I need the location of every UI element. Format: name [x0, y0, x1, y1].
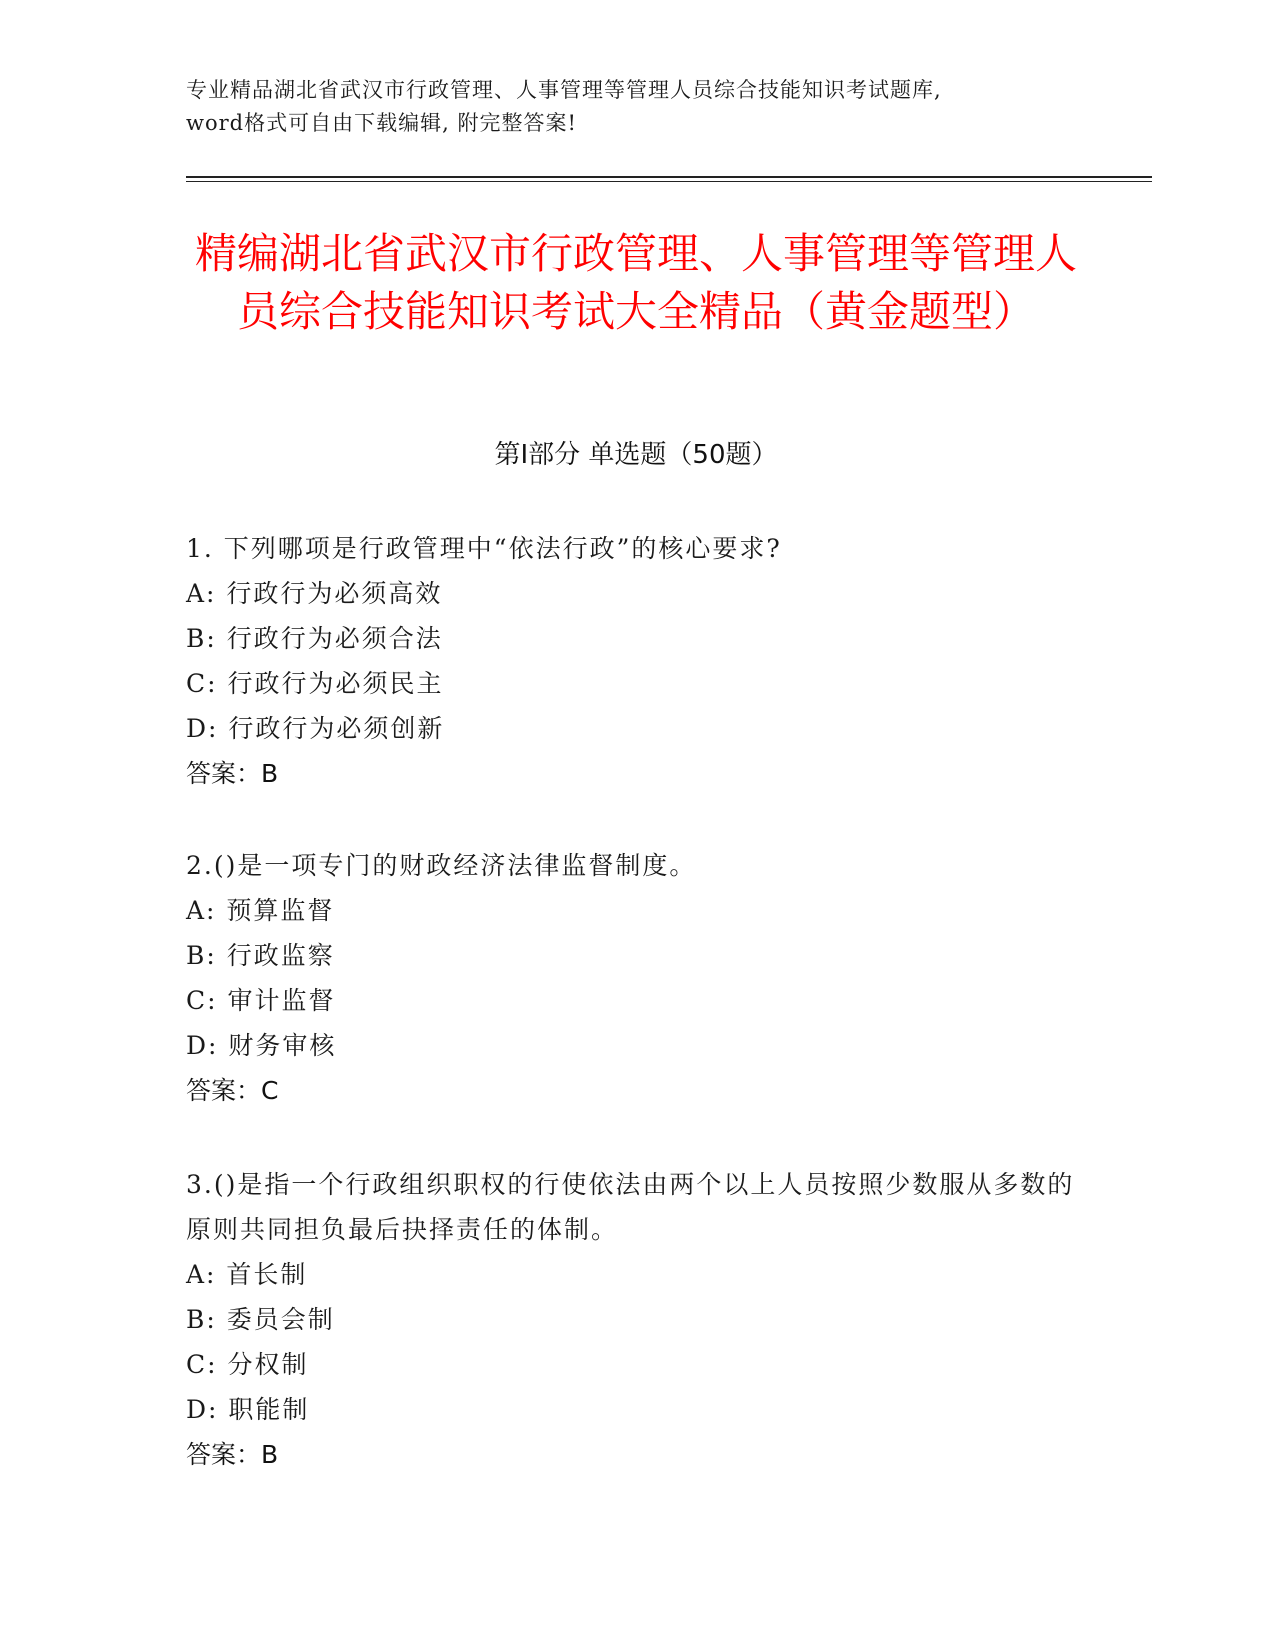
- answer: 答案：C: [186, 1076, 279, 1105]
- option-c: C: 行政行为必须民主: [186, 669, 444, 698]
- header-divider-thin: [186, 181, 1152, 182]
- header-note: [186, 74, 1086, 140]
- option-c: C: 审计监督: [186, 986, 336, 1015]
- option-a: A: 首长制: [186, 1260, 308, 1289]
- option-b: B: 行政监察: [186, 941, 335, 970]
- section-heading: 第I部分 单选题（50题）: [494, 440, 778, 470]
- document-title: 精编湖北省武汉市行政管理、人事管理等管理人员综合技能知识考试大全精品（黄金题型）: [194, 229, 1077, 336]
- option-d: D: 职能制: [186, 1395, 310, 1424]
- question-text: 2.()是一项专门的财政经济法律监督制度。: [186, 851, 697, 880]
- option-d: D: 行政行为必须创新: [186, 714, 445, 743]
- option-b: B: 行政行为必须合法: [186, 624, 443, 653]
- answer: 答案：B: [186, 1440, 279, 1469]
- header-note-line-2: word格式可自由下载编辑, 附完整答案!: [186, 111, 577, 135]
- option-a: A: 预算监督: [186, 896, 335, 925]
- option-b: B: 委员会制: [186, 1305, 335, 1334]
- question-1: [186, 526, 1086, 796]
- header-divider-thick: [186, 176, 1152, 178]
- question-2: [186, 843, 1086, 1113]
- answer: 答案：B: [186, 759, 279, 788]
- option-a: A: 行政行为必须高效: [186, 579, 443, 608]
- option-c: C: 分权制: [186, 1350, 309, 1379]
- question-text: 3.()是指一个行政组织职权的行使依法由两个以上人员按照少数服从多数的原则共同担负最后抉择责任的体制。: [186, 1170, 1075, 1244]
- question-text: 1. 下列哪项是行政管理中“依法行政”的核心要求?: [186, 534, 782, 563]
- question-3: [186, 1162, 1086, 1477]
- option-d: D: 财务审核: [186, 1031, 337, 1060]
- header-note-line-1: 专业精品湖北省武汉市行政管理、人事管理等管理人员综合技能知识考试题库,: [186, 78, 942, 102]
